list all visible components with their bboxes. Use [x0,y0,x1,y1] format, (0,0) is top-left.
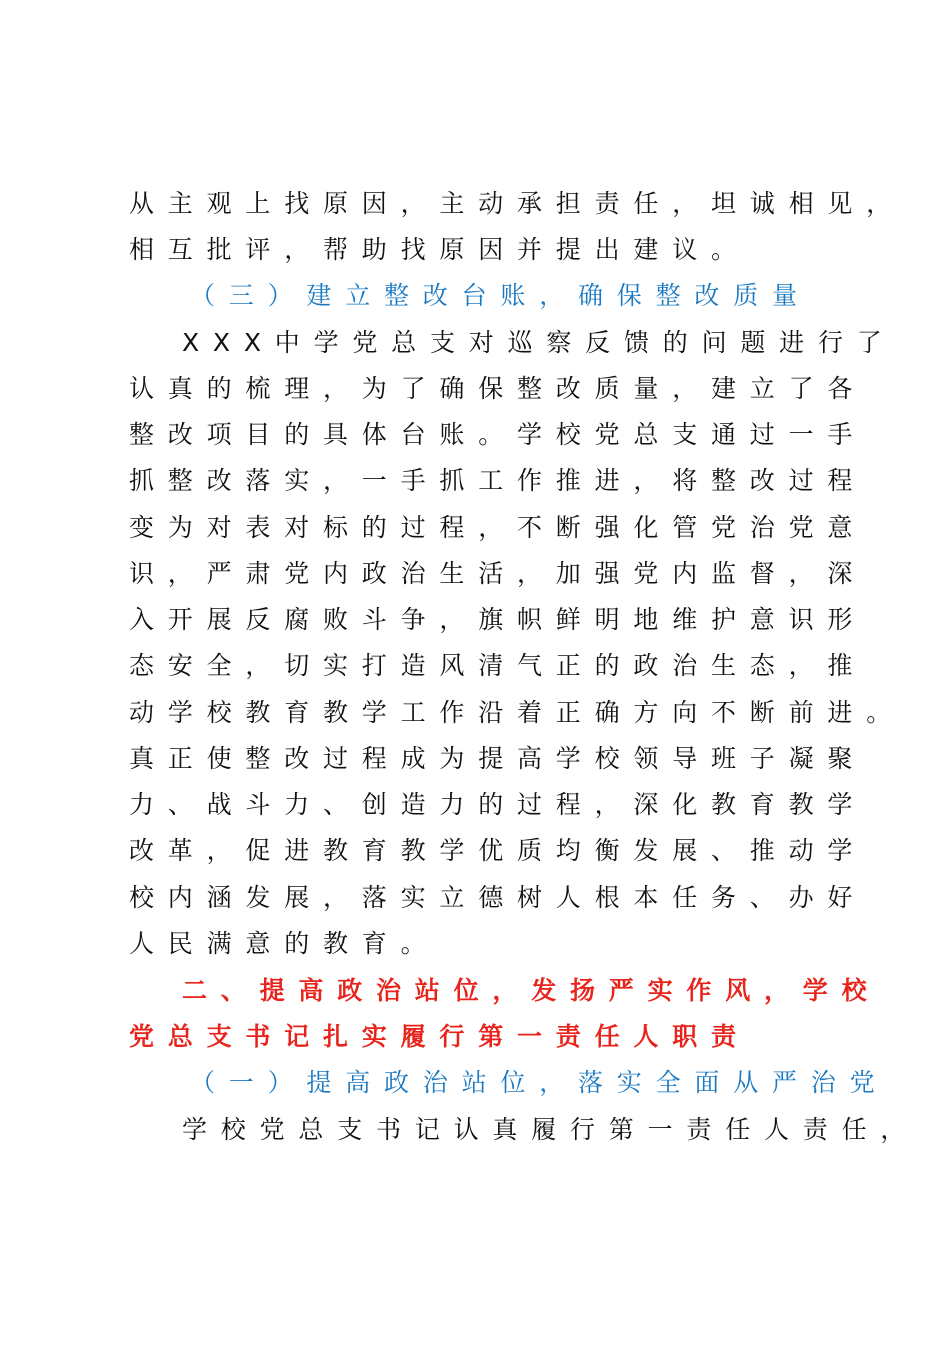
body-text-line: 相互批评，帮助找原因并提出建议。 [129,235,750,264]
body-text-line: 真正使整改过程成为提高学校领导班子凝聚 [129,744,867,773]
body-text-line: 学校党总支书记认真履行第一责任人责任， [182,1115,920,1144]
body-text-line: 人民满意的教育。 [129,929,440,958]
body-text-line: 整改项目的具体台账。学校党总支通过一手 [129,420,867,449]
subheading-three: （三）建立整改台账，确保整改质量 [190,281,811,310]
body-text-line: 校内涵发展，落实立德树人根本任务、办好 [129,883,867,912]
body-text-line: 从主观上找原因，主动承担责任，坦诚相见， [129,189,906,218]
body-text-line: 动学校教育教学工作沿着正确方向不断前进。 [129,698,906,727]
body-text-line: 抓整改落实，一手抓工作推进，将整改过程 [129,466,867,495]
body-text-line: 改革，促进教育教学优质均衡发展、推动学 [129,836,867,865]
section-heading-two: 二、提高政治站位，发扬严实作风，学校 [182,976,881,1005]
body-text-line: 识，严肃党内政治生活，加强党内监督，深 [129,559,867,588]
body-text-line: 变为对表对标的过程，不断强化管党治党意 [129,513,867,542]
section-heading-two-continued: 党总支书记扎实履行第一责任人职责 [129,1022,750,1051]
subheading-one: （一）提高政治站位，落实全面从严治党 [190,1068,889,1097]
body-text-line: 态安全，切实打造风清气正的政治生态，推 [129,651,867,680]
body-text-line: 入开展反腐败斗争，旗帜鲜明地维护意识形 [129,605,867,634]
body-text-line: 力、战斗力、创造力的过程，深化教育教学 [129,790,867,819]
body-text-line: 认真的梳理，为了确保整改质量，建立了各 [129,374,867,403]
body-text-line: XXX中学党总支对巡察反馈的问题进行了 [182,328,896,357]
